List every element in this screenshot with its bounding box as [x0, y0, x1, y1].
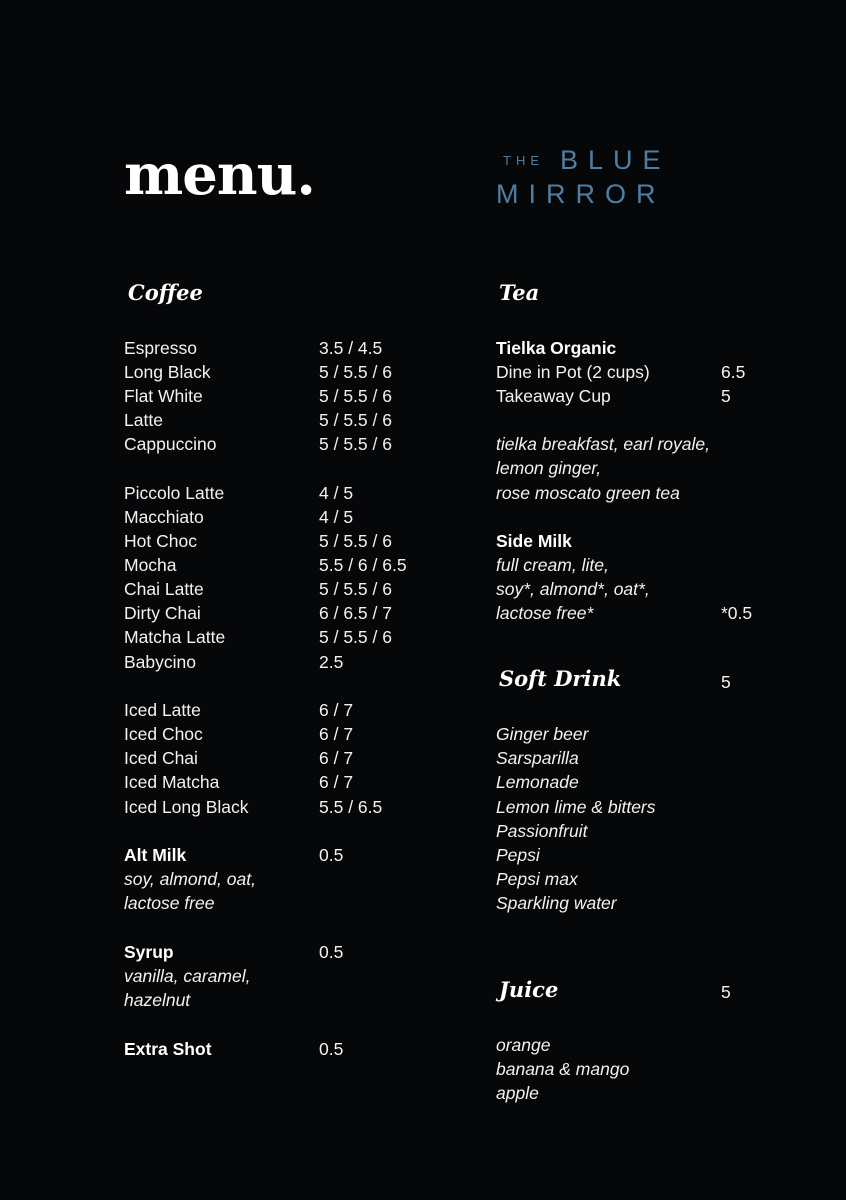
juice-heading: Juice [499, 977, 559, 1002]
soft-drink-item: Passionfruit [496, 821, 588, 841]
menu-title: menu. [124, 142, 315, 208]
coffee-item-price: 6 / 7 [319, 748, 354, 768]
coffee-item-price: 6 / 7 [319, 700, 354, 720]
alt-milk-price: 0.5 [319, 845, 344, 865]
alt-milk-label: Alt Milk [124, 845, 187, 865]
soft-drink-item: Sarsparilla [496, 748, 579, 768]
tea-heading: Tea [499, 280, 540, 305]
syrup-price: 0.5 [319, 942, 344, 962]
coffee-item-name: Babycino [124, 652, 196, 672]
coffee-item-name: Long Black [124, 362, 211, 382]
coffee-item-price: 3.5 / 4.5 [319, 338, 383, 358]
side-milk-options: lactose free* [496, 603, 594, 623]
soft-drink-item: Ginger beer [496, 724, 589, 744]
soft-drink-item: Lemonade [496, 772, 579, 792]
coffee-item-name: Chai Latte [124, 579, 204, 599]
coffee-item-name: Cappuccino [124, 434, 217, 454]
soft-drink-price: 5 [721, 672, 731, 692]
coffee-item-name: Dirty Chai [124, 603, 201, 623]
coffee-item-price: 2.5 [319, 652, 344, 672]
tea-flavours: tielka breakfast, earl royale, [496, 434, 710, 454]
coffee-item-price: 5 / 5.5 / 6 [319, 531, 392, 551]
coffee-item-price: 5 / 5.5 / 6 [319, 386, 392, 406]
syrup-options: hazelnut [124, 990, 191, 1010]
soft-drink-item: Pepsi max [496, 869, 578, 889]
coffee-item-price: 5 / 5.5 / 6 [319, 362, 392, 382]
coffee-item-price: 5.5 / 6.5 [319, 797, 383, 817]
extra-shot-price: 0.5 [319, 1039, 344, 1059]
brand-logo-blue: BLUE [560, 145, 671, 175]
syrup-options: vanilla, caramel, [124, 966, 251, 986]
soft-drink-item: Pepsi [496, 845, 540, 865]
side-milk-label: Side Milk [496, 531, 572, 551]
coffee-item-price: 6 / 7 [319, 772, 354, 792]
coffee-item-name: Iced Chai [124, 748, 198, 768]
brand-logo-mirror: MIRROR [496, 179, 666, 209]
extra-shot-label: Extra Shot [124, 1039, 212, 1059]
coffee-item-price: 5 / 5.5 / 6 [319, 627, 392, 647]
coffee-item-price: 5 / 5.5 / 6 [319, 410, 392, 430]
brand-logo-the: THE [503, 153, 544, 168]
coffee-item-price: 4 / 5 [319, 483, 354, 503]
coffee-item-name: Iced Latte [124, 700, 201, 720]
coffee-item-price: 5 / 5.5 / 6 [319, 579, 392, 599]
soft-drink-heading: Soft Drink [499, 666, 622, 691]
juice-item: banana & mango [496, 1059, 630, 1079]
tea-item-name: Takeaway Cup [496, 386, 611, 406]
coffee-item-price: 6 / 6.5 / 7 [319, 603, 392, 623]
tea-flavours: lemon ginger, [496, 458, 602, 478]
coffee-item-name: Hot Choc [124, 531, 197, 551]
soft-drink-item: Sparkling water [496, 893, 617, 913]
coffee-item-price: 5 / 5.5 / 6 [319, 434, 392, 454]
coffee-item-name: Mocha [124, 555, 177, 575]
coffee-item-name: Iced Matcha [124, 772, 220, 792]
juice-price: 5 [721, 982, 731, 1002]
soft-drink-item: Lemon lime & bitters [496, 797, 656, 817]
juice-item: orange [496, 1035, 551, 1055]
coffee-item-name: Matcha Latte [124, 627, 226, 647]
tea-item-name: Dine in Pot (2 cups) [496, 362, 650, 382]
tea-item-price: 5 [721, 386, 731, 406]
side-milk-options: full cream, lite, [496, 555, 609, 575]
tea-item-price: 6.5 [721, 362, 746, 382]
coffee-item-name: Espresso [124, 338, 197, 358]
coffee-item-price: 5.5 / 6 / 6.5 [319, 555, 407, 575]
coffee-item-name: Iced Long Black [124, 797, 249, 817]
alt-milk-options: soy, almond, oat, [124, 869, 256, 889]
alt-milk-options: lactose free [124, 893, 215, 913]
coffee-item-name: Latte [124, 410, 163, 430]
coffee-item-name: Flat White [124, 386, 203, 406]
coffee-item-price: 4 / 5 [319, 507, 354, 527]
coffee-item-name: Macchiato [124, 507, 204, 527]
coffee-item-name: Iced Choc [124, 724, 203, 744]
tea-brand: Tielka Organic [496, 338, 617, 358]
coffee-item-price: 6 / 7 [319, 724, 354, 744]
side-milk-options: soy*, almond*, oat*, [496, 579, 650, 599]
coffee-heading: Coffee [128, 280, 203, 305]
tea-flavours: rose moscato green tea [496, 483, 680, 503]
juice-item: apple [496, 1083, 539, 1103]
syrup-label: Syrup [124, 942, 174, 962]
coffee-item-name: Piccolo Latte [124, 483, 225, 503]
side-milk-price: *0.5 [721, 603, 753, 623]
